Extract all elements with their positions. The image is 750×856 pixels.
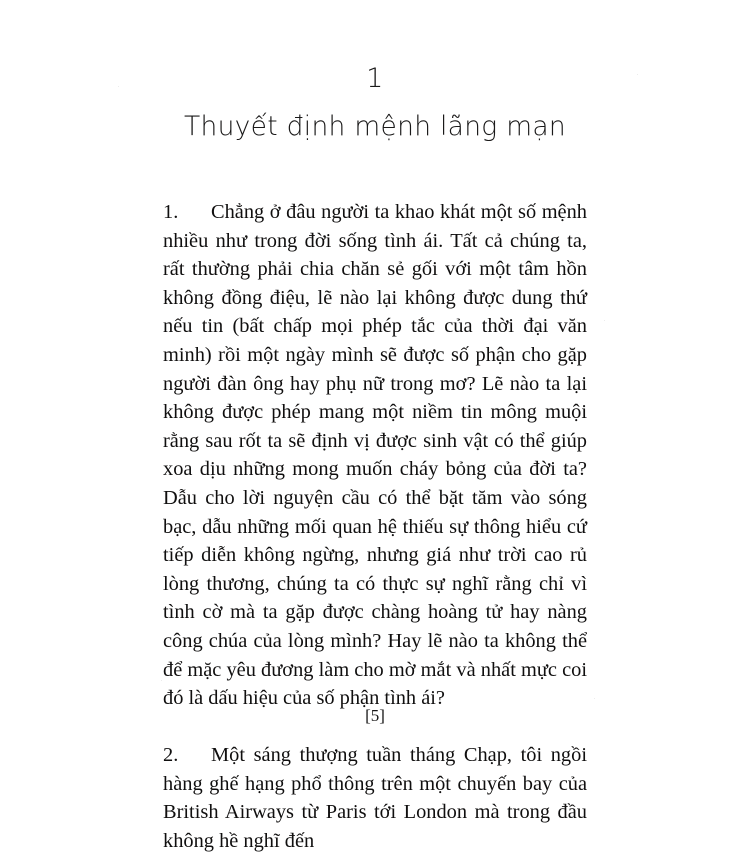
paragraph-2-text: Một sáng thượng tuần tháng Chạp, tôi ngồi hàng ghế hạng phổ thông trên một chuyến bay của British Airways từ Paris tới London mà trong đầu không hề nghĩ đến bbox=[163, 744, 587, 853]
chapter-number: 1 bbox=[366, 63, 384, 94]
paragraph-1 bbox=[163, 198, 587, 713]
paragraph-2 bbox=[163, 741, 587, 855]
paragraph-2-marker: 2. bbox=[163, 744, 179, 767]
paragraph-1-marker: 1. bbox=[163, 201, 179, 223]
chapter-title: Thuyết định mệnh lãng mạn bbox=[184, 111, 566, 142]
paragraph-1-text: Chẳng ở đâu người ta khao khát một số mệnh nhiều như trong đời sống tình ái. Tất cả chúng ta, rất thường phải chia chăn sẻ gối với một tâm hồn không đồng điệu, lẽ nào lại không được dung thứ nếu tin (bất chấp mọi phép tắc của thời đại văn minh) rồi một ngày mình sẽ được số phận cho gặp người đàn ông hay phụ nữ trong mơ? Lẽ nào ta lại không được phép mang một niềm tin mông muội rằng sau rốt ta sẽ định vị được sinh vật có thể giúp xoa dịu những mong muốn cháy bỏng của đời ta? Dẫu cho lời nguyện cầu có thể bặt tăm vào sóng bạc, dẫu những mối quan hệ thiếu sự thông hiểu cứ tiếp diễn không ngừng, nhưng giá như trời cao rủ lòng thương, chúng ta có thực sự nghĩ rằng chỉ vì tình cờ mà ta gặp được chàng hoàng tử hay nàng công chúa của lòng mình? Hay lẽ nào ta không thể để mặc yêu đương làm cho mờ mắt và nhất mực coi đó là dấu hiệu của số phận tình ái? bbox=[163, 201, 587, 710]
page-number-folio: [5] bbox=[365, 706, 385, 725]
body-text-column bbox=[163, 198, 587, 856]
paper-speckle bbox=[604, 320, 605, 321]
chapter-heading bbox=[0, 62, 750, 145]
paper-speckle bbox=[594, 698, 595, 699]
paper-speckle bbox=[161, 680, 162, 681]
